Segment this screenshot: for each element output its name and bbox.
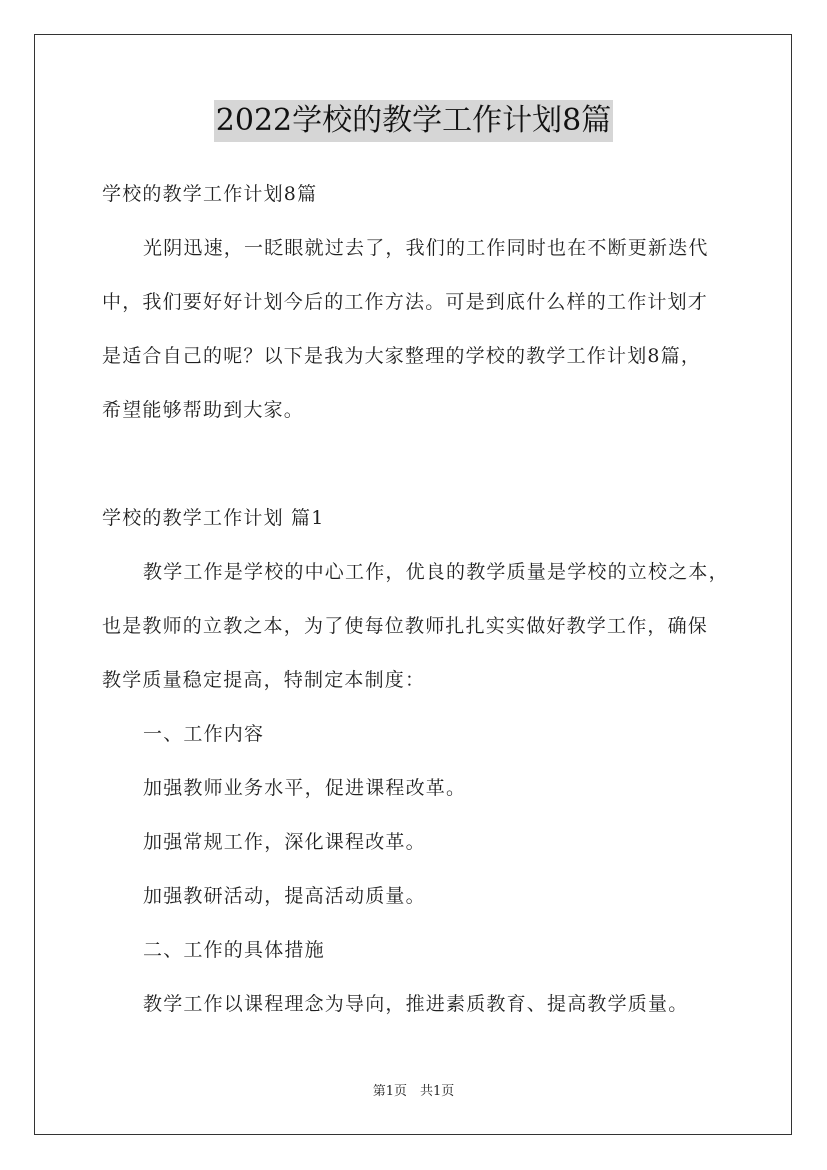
intro-line-3: 是适合自己的呢？以下是我为大家整理的学校的教学工作计划8篇， <box>102 345 702 367</box>
part-two-line: 教学工作以课程理念为导向，推进素质教育、提高教学质量。 <box>143 993 689 1015</box>
document-title: 2022学校的教学工作计划8篇 <box>214 100 613 142</box>
section-line-1: 教学工作是学校的中心工作，优良的教学质量是学校的立校之本， <box>143 561 729 583</box>
section-line-2: 也是教师的立教之本，为了使每位教师扎扎实实做好教学工作，确保 <box>102 615 709 637</box>
section-line-3: 教学质量稳定提高，特制定本制度： <box>102 669 426 691</box>
intro-line-2: 中，我们要好好计划今后的工作方法。可是到底什么样的工作计划才 <box>102 291 709 313</box>
part-two-heading: 二、工作的具体措施 <box>143 939 325 961</box>
part-one-item-1: 加强教师业务水平，促进课程改革。 <box>143 777 467 799</box>
title-container <box>0 100 827 142</box>
intro-line-1: 光阴迅速，一眨眼就过去了，我们的工作同时也在不断更新迭代 <box>143 237 709 259</box>
intro-line-4: 希望能够帮助到大家。 <box>102 399 305 421</box>
part-one-item-2: 加强常规工作，深化课程改革。 <box>143 831 426 853</box>
page-footer: 第1页 共1页 <box>372 1084 455 1099</box>
section-heading: 学校的教学工作计划 篇1 <box>102 507 325 529</box>
part-one-item-3: 加强教研活动，提高活动质量。 <box>143 885 426 907</box>
part-one-heading: 一、工作内容 <box>143 723 265 745</box>
document-subtitle: 学校的教学工作计划8篇 <box>102 183 318 205</box>
